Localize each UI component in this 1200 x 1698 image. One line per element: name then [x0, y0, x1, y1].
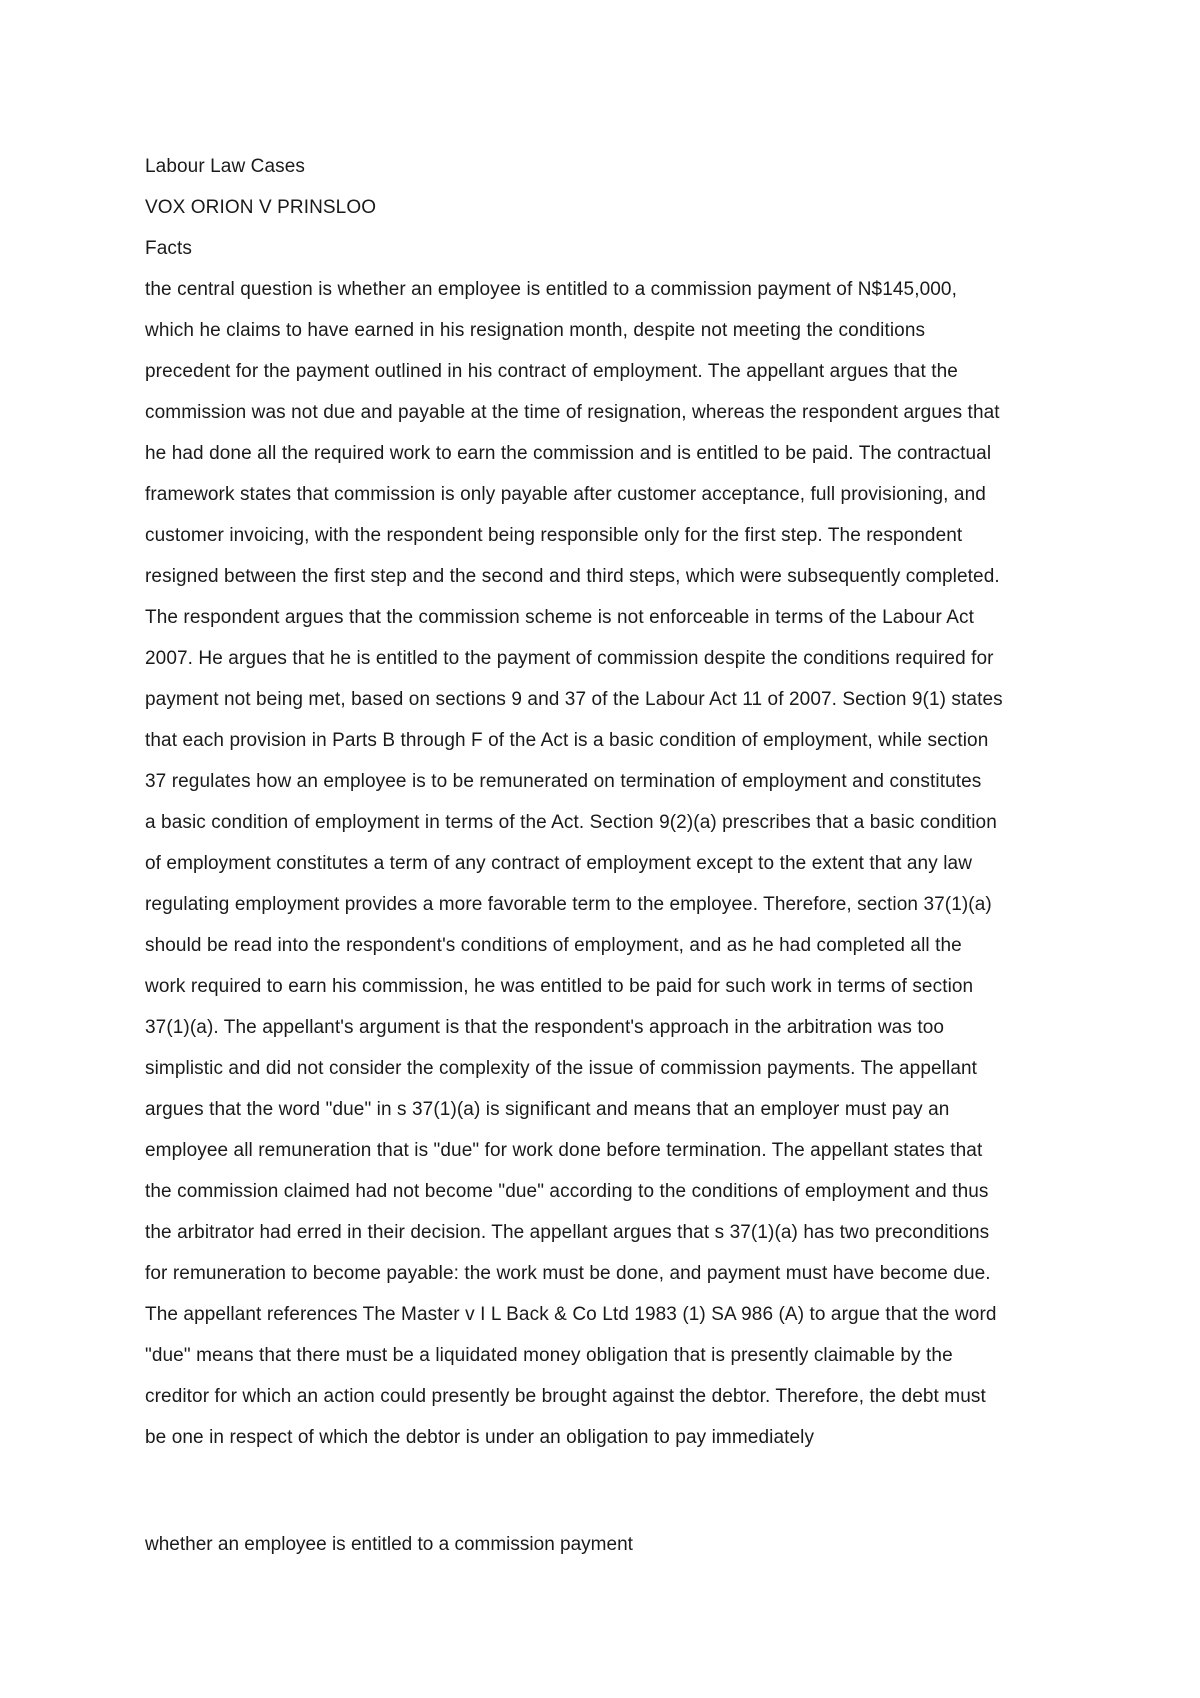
- paragraph-line: employee all remuneration that is "due" for work done before termination. The appellant states that: [145, 1140, 983, 1161]
- paragraph-line: customer invoicing, with the respondent being responsible only for the first step. The respondent: [145, 525, 963, 546]
- paragraph-line: The respondent argues that the commission scheme is not enforceable in terms of the Labour Act: [145, 607, 974, 628]
- paragraph-line: he had done all the required work to earn the commission and is entitled to be paid. The contractual: [145, 443, 992, 464]
- paragraph-line: regulating employment provides a more favorable term to the employee. Therefore, section 37(1)(a): [145, 894, 992, 915]
- section-heading-facts: Facts: [145, 238, 192, 259]
- paragraph-line: a basic condition of employment in terms of the Act. Section 9(2)(a) prescribes that a basic condition: [145, 812, 997, 833]
- paragraph-line: the commission claimed had not become "due" according to the conditions of employment and thus: [145, 1181, 989, 1202]
- paragraph-line: precedent for the payment outlined in his contract of employment. The appellant argues that the: [145, 361, 958, 382]
- paragraph-line: of employment constitutes a term of any contract of employment except to the extent that any law: [145, 853, 973, 874]
- paragraph-line: argues that the word "due" in s 37(1)(a) is significant and means that an employer must pay an: [145, 1099, 950, 1120]
- paragraph-line: which he claims to have earned in his resignation month, despite not meeting the conditions: [145, 320, 926, 341]
- facts-paragraph: [145, 269, 1075, 1458]
- paragraph-line: that each provision in Parts B through F of the Act is a basic condition of employment, while section: [145, 730, 989, 751]
- paragraph-line: simplistic and did not consider the complexity of the issue of commission payments. The appellant: [145, 1058, 978, 1079]
- closing-line: whether an employee is entitled to a commission payment: [145, 1534, 633, 1555]
- paragraph-line: 37 regulates how an employee is to be remunerated on termination of employment and constitutes: [145, 771, 982, 792]
- document-content: [145, 146, 1075, 1458]
- paragraph-line: payment not being met, based on sections 9 and 37 of the Labour Act 11 of 2007. Section 9(1) states: [145, 689, 1003, 710]
- paragraph-line: be one in respect of which the debtor is under an obligation to pay immediately: [145, 1427, 815, 1448]
- paragraph-line: work required to earn his commission, he was entitled to be paid for such work in terms of section: [145, 976, 974, 997]
- paragraph-line: the central question is whether an employee is entitled to a commission payment of N$145,000,: [145, 279, 957, 300]
- paragraph-line: commission was not due and payable at the time of resignation, whereas the respondent argues that: [145, 402, 1000, 423]
- document-title: Labour Law Cases: [145, 156, 306, 177]
- case-name: VOX ORION V PRINSLOO: [145, 197, 377, 218]
- paragraph-line: 2007. He argues that he is entitled to the payment of commission despite the conditions required for: [145, 648, 994, 669]
- paragraph-line: The appellant references The Master v I L Back & Co Ltd 1983 (1) SA 986 (A) to argue that the word: [145, 1304, 997, 1325]
- paragraph-line: "due" means that there must be a liquidated money obligation that is presently claimable by the: [145, 1345, 953, 1366]
- paragraph-line: the arbitrator had erred in their decision. The appellant argues that s 37(1)(a) has two preconditions: [145, 1222, 990, 1243]
- paragraph-line: for remuneration to become payable: the work must be done, and payment must have become due.: [145, 1263, 991, 1284]
- paragraph-line: creditor for which an action could presently be brought against the debtor. Therefore, the debt must: [145, 1386, 986, 1407]
- paragraph-line: framework states that commission is only payable after customer acceptance, full provisioning, and: [145, 484, 986, 505]
- paragraph-line: resigned between the first step and the second and third steps, which were subsequently completed.: [145, 566, 1000, 587]
- paragraph-line: should be read into the respondent's conditions of employment, and as he had completed all the: [145, 935, 962, 956]
- paragraph-line: 37(1)(a). The appellant's argument is that the respondent's approach in the arbitration was too: [145, 1017, 945, 1038]
